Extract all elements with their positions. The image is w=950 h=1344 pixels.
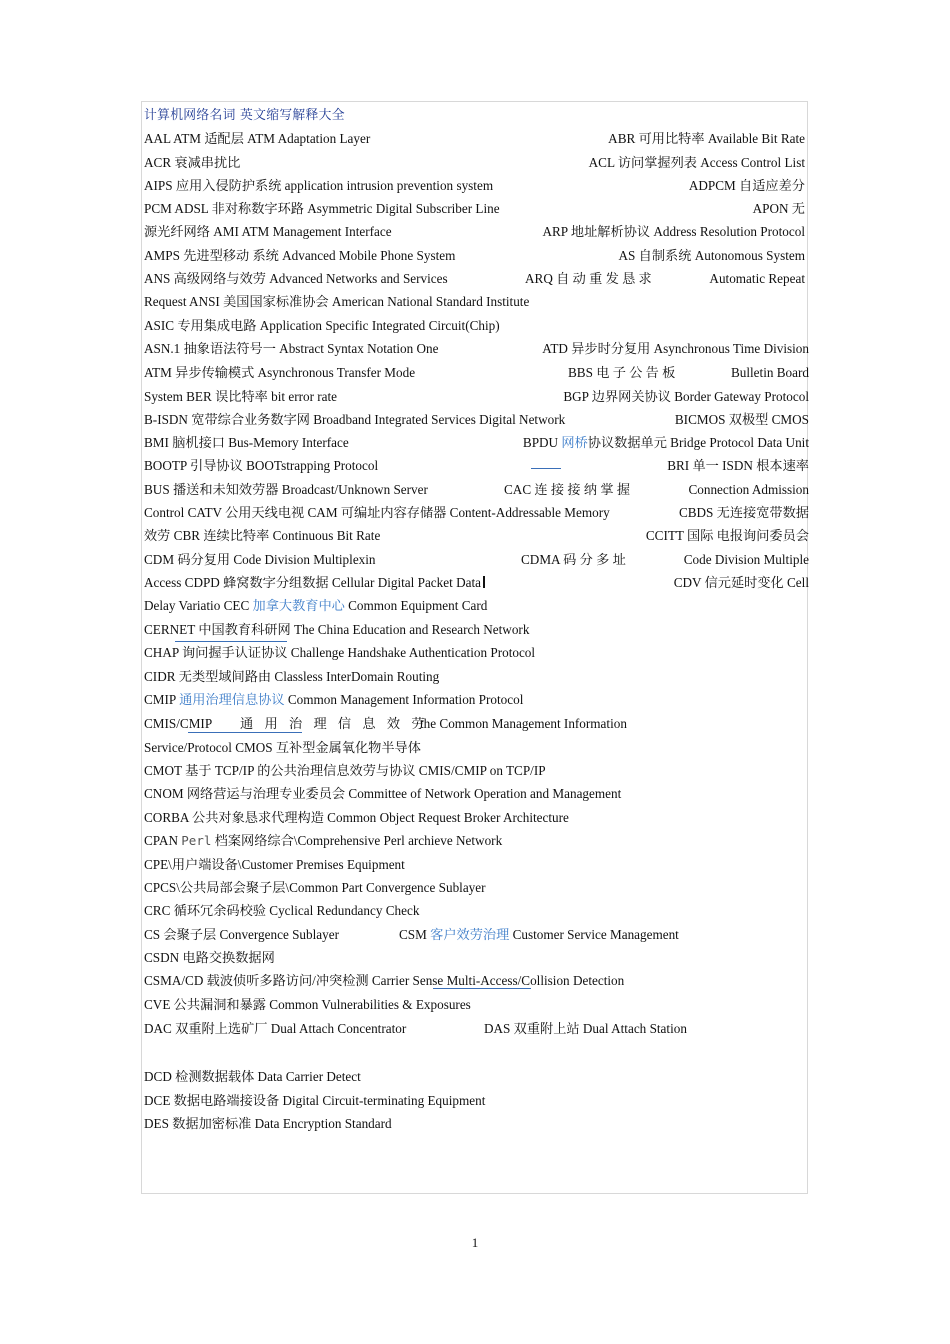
entry-text: CMOT 基于 TCP/IP 的公共治理信息效劳与协议 CMIS/CMIP on TCP/IP [144, 762, 546, 778]
entry-line [144, 220, 809, 243]
entry-line [144, 244, 809, 267]
entry-line [144, 314, 809, 338]
entry-text: Control CATV 公用天线电视 CAM 可编址内容存储器 Content-Addressable Memory [144, 505, 610, 521]
entry-text: CPAN [144, 833, 182, 849]
entry-line [144, 688, 809, 712]
entry-text-group [144, 594, 487, 617]
entry-text: CDMA 码 分 多 址 [521, 551, 626, 567]
entry-text: CORBA 公共对象恳求代理构造 Common Object Request Broker Architecture [144, 809, 569, 825]
entry-text: BRI 单一 ISDN 根本速率 [667, 458, 809, 474]
entry-text-group [144, 688, 523, 711]
entry-text: CCITT 国际 电报询问委员会 [645, 528, 809, 544]
entry-line [144, 594, 809, 617]
entry-text: 效劳 CBR 连续比特率 Continuous Bit Rate [144, 528, 381, 544]
entry-line [144, 361, 809, 384]
entry-line [144, 267, 809, 290]
entry-text: 源光纤网络 AMI ATM Management Interface [144, 224, 392, 240]
entry-line [144, 454, 809, 477]
entry-line [144, 127, 809, 150]
entry-line [144, 829, 809, 852]
entry-text: AIPS 应用入侵防护系统 application intrusion prevention system [144, 177, 494, 193]
entry-text: ANS 高级网络与效劳 Advanced Networks and Services [144, 271, 448, 287]
entry-text: 通 用 治 理 信 息 效 劳 [240, 715, 429, 731]
entry-text: Access CDPD 蜂窝数字分组数据 Cellular Digital Packet Data [144, 574, 481, 590]
link-underline [188, 732, 302, 733]
term-link[interactable]: 网桥 [561, 435, 588, 451]
entry-text: AS 自制系统 Autonomous System [618, 247, 805, 263]
entry-text: ATD 异步时分复用 Asynchronous Time Division [542, 341, 809, 357]
code-text: Perl [181, 833, 212, 849]
entry-text: ARQ 自 动 重 发 恳 求 [525, 271, 652, 287]
entry-line [144, 197, 809, 220]
entry-line [144, 501, 809, 524]
document-title-line [144, 104, 809, 127]
entry-text: 协议数据单元 Bridge Protocol Data Unit [587, 435, 809, 451]
entry-line [144, 969, 809, 993]
entry-text: AAL ATM 适配层 ATM Adaptation Layer [144, 131, 371, 147]
entry-line [144, 408, 809, 431]
entry-line [144, 782, 809, 806]
entry-text: CHAP 询问握手认证协议 Challenge Handshake Authentication Protocol [144, 645, 536, 661]
term-link[interactable]: 通用治理信息协议 [179, 691, 285, 707]
entry-text: Connection Admission [688, 481, 809, 497]
entry-text: B-ISDN 宽带综合业务数字网 Broadband Integrated Services Digital Network [144, 411, 566, 427]
term-link[interactable]: 客户效劳治理 [430, 926, 510, 942]
entry-line [144, 946, 809, 969]
entry-text: CSM [399, 926, 431, 942]
entry-text: BBS 电 子 公 告 板 [568, 365, 676, 381]
entry-line [144, 899, 809, 923]
entry-line [144, 876, 809, 899]
entry-text: CNOM 网络营运与治理专业委员会 Committee of Network Operation and Management [144, 786, 622, 802]
entry-line [144, 1089, 809, 1112]
entry-text: CRC 循环冗余码校验 Cyclical Redundancy Check [144, 903, 420, 919]
text-cursor [483, 576, 485, 588]
entry-line [144, 478, 809, 501]
empty-line [144, 1040, 809, 1065]
entry-text: CSMA/CD 载波侦听多路访问/冲突检测 Carrier Sense Multi-Access/Collision Detection [144, 973, 625, 989]
entry-text: CVE 公共漏洞和暴露 Common Vulnerabilities & Exposures [144, 997, 471, 1013]
entry-text: ATM 异步传输模式 Asynchronous Transfer Mode [144, 365, 416, 381]
entry-line [144, 174, 809, 197]
entry-line [144, 665, 809, 688]
document-body [144, 104, 809, 1135]
entry-text: 档案网络综合\Comprehensive Perl archieve Network [211, 833, 503, 849]
entry-text: Service/Protocol CMOS 互补型金属氧化物半导体 [144, 739, 421, 755]
entry-text: ADPCM 自适应差分 [688, 177, 805, 193]
entry-line [144, 290, 809, 313]
entry-text: CSDN 电路交换数据网 [144, 950, 275, 966]
entry-text: CIDR 无类型域间路由 Classless InterDomain Routing [144, 668, 440, 684]
entry-line [144, 993, 809, 1016]
entry-text: Common Management Information Protocol [284, 691, 524, 707]
entry-line [144, 641, 809, 664]
entry-text: BICMOS 双极型 CMOS [674, 411, 809, 427]
entry-text: ACR 衰减串扰比 [144, 154, 241, 170]
entry-text: BPDU [522, 435, 562, 451]
entry-text: DCD 检测数据载体 Data Carrier Detect [144, 1068, 361, 1084]
entry-line [144, 524, 809, 547]
entry-text: CPCS\公共局部会聚子层\Common Part Convergence Sublayer [144, 879, 486, 895]
entry-text: CMIP [144, 691, 180, 707]
page-number: 1 [471, 1235, 479, 1250]
entry-line [144, 759, 809, 782]
entry-text-group [523, 431, 809, 454]
link-underline [531, 468, 561, 469]
entry-text: System BER 误比特率 bit error rate [144, 388, 338, 404]
entry-text: CERNET 中国教育科研网 The China Education and Research Network [144, 621, 530, 637]
entry-text: ACL 访问掌握列表 Access Control List [588, 154, 805, 170]
entry-text: CDV 信元延时变化 Cell [673, 574, 809, 590]
entry-text: CBDS 无连接宽带数据 [678, 505, 809, 521]
entry-line [144, 736, 809, 759]
entry-text: CDM 码分复用 Code Division Multiplexin [144, 551, 376, 567]
entry-line [144, 1065, 809, 1089]
entry-text: Automatic Repeat [709, 271, 805, 287]
link-underline [433, 988, 531, 989]
entry-line [144, 806, 809, 829]
entry-line [144, 548, 809, 571]
entry-text: CMIS/CMIP [144, 715, 213, 731]
entry-line [144, 853, 809, 876]
document-title: 计算机网络名词 英文缩写解释大全 [144, 108, 345, 123]
entry-text: DES 数据加密标准 Data Encryption Standard [144, 1115, 392, 1131]
entry-text: BMI 脑机接口 Bus-Memory Interface [144, 435, 349, 451]
entry-line [144, 1017, 809, 1040]
entry-line [144, 385, 809, 408]
entry-text: ARP 地址解析协议 Address Resolution Protocol [542, 224, 805, 240]
entry-text: DCE 数据电路端接设备 Digital Circuit-terminating Equipment [144, 1092, 486, 1108]
entry-text: Customer Service Management [509, 926, 679, 942]
entry-text: DAC 双重附上选矿厂 Dual Attach Concentrator [144, 1020, 407, 1036]
entry-line [144, 571, 809, 594]
entry-text: Delay Variatio CEC [144, 598, 253, 614]
entry-line [144, 923, 809, 946]
entry-line [144, 151, 809, 174]
entry-line [144, 337, 809, 361]
entry-text: APON 无 [752, 201, 805, 217]
entry-text: AMPS 先进型移动 系统 Advanced Mobile Phone System [144, 247, 456, 263]
entry-text: ABR 可用比特率 Available Bit Rate [608, 131, 805, 147]
entry-line [144, 431, 809, 454]
entry-text-group [144, 829, 502, 852]
entry-text: BOOTP 引导协议 BOOTstrapping Protocol [144, 458, 379, 474]
entry-text: PCM ADSL 非对称数字环路 Asymmetric Digital Subscriber Line [144, 201, 500, 217]
entry-line [144, 1112, 809, 1135]
entry-text-group [399, 923, 679, 946]
entry-text: Request ANSI 美国国家标准协会 American National Standard Institute [144, 294, 530, 310]
entry-line [144, 618, 809, 642]
entry-text: CS 会聚子层 Convergence Sublayer [144, 926, 339, 942]
entry-text: CAC 连 接 接 纳 掌 握 [504, 481, 631, 497]
entry-text: the Common Management Information [420, 715, 627, 731]
entry-text: CPE\用户端设备\Customer Premises Equipment [144, 856, 405, 872]
entry-text: Code Division Multiple [683, 551, 809, 567]
entry-line [144, 712, 809, 736]
entry-text: Common Equipment Card [344, 598, 488, 614]
term-link[interactable]: 加拿大教育中心 [252, 598, 345, 614]
entry-text: BUS 播送和未知效劳器 Broadcast/Unknown Server [144, 481, 428, 497]
entry-text: Bulletin Board [730, 365, 809, 381]
entry-text-group [144, 571, 485, 594]
entry-text: DAS 双重附上站 Dual Attach Station [484, 1020, 687, 1036]
entry-text: BGP 边界网关协议 Border Gateway Protocol [563, 388, 809, 404]
entry-text: ASIC 专用集成电路 Application Specific Integrated Circuit(Chip) [144, 317, 500, 333]
entry-text: ASN.1 抽象语法符号一 Abstract Syntax Notation One [144, 341, 439, 357]
